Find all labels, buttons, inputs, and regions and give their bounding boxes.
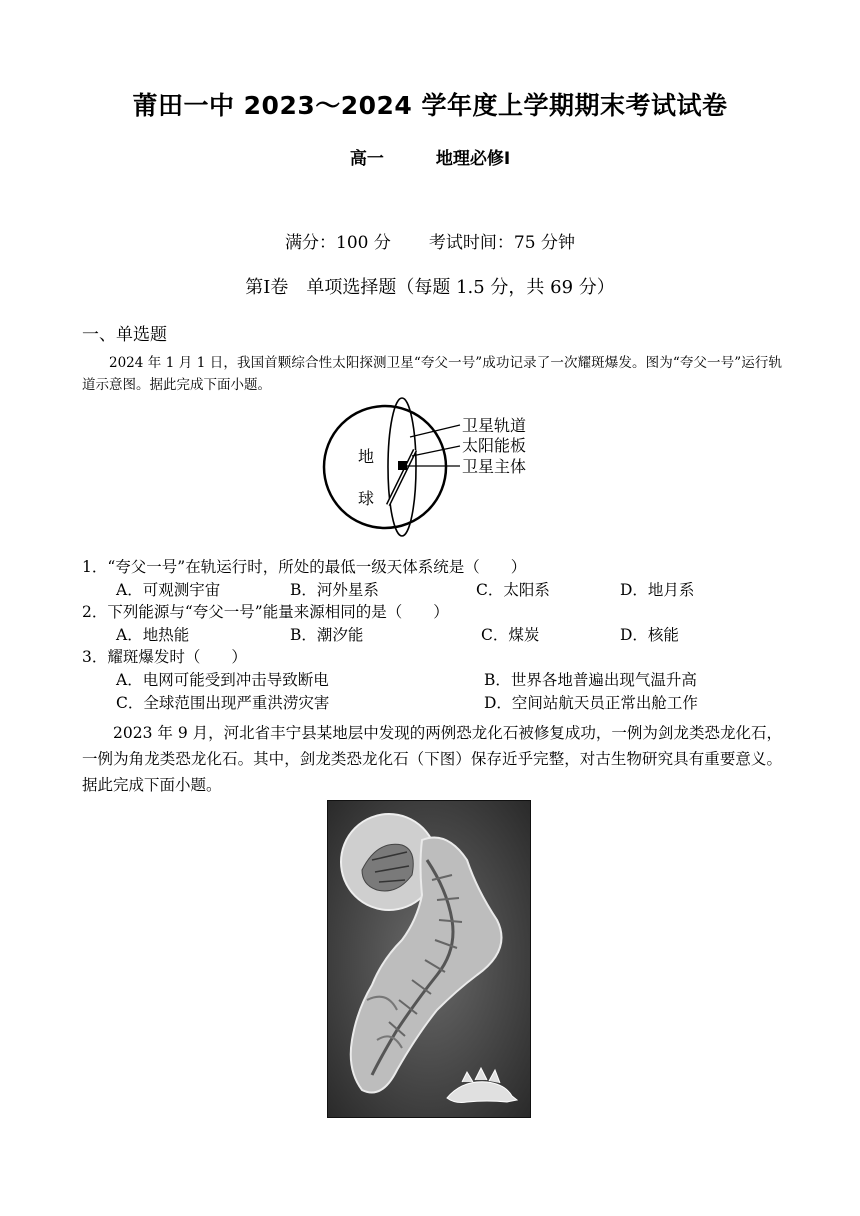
- earth-label-1: 地: [358, 447, 375, 466]
- label-satellite-orbit: 卫星轨道: [462, 416, 527, 435]
- question-1-option-a[interactable]: A．可观测宇宙: [116, 581, 221, 599]
- leader-orbit: [410, 425, 460, 437]
- satellite-body: [398, 461, 407, 470]
- section-title: 第Ⅰ卷 单项选择题（每题 1.5 分，共 69 分）: [245, 277, 615, 298]
- question-2-option-d[interactable]: D．核能: [620, 626, 679, 644]
- question-2-stem: 2．下列能源与“夸父一号”能量来源相同的是（ ）: [82, 603, 449, 621]
- question-3-option-a[interactable]: A．电网可能受到冲击导致断电: [116, 671, 329, 689]
- grade-label: 高一: [349, 149, 384, 169]
- question-2-option-b[interactable]: B．潮汐能: [290, 626, 364, 644]
- question-3-stem: 3．耀斑爆发时（ ）: [82, 648, 247, 666]
- earth-circle: [324, 406, 446, 528]
- question-3-option-b[interactable]: B．世界各地普遍出现气温升高: [484, 671, 697, 689]
- exam-time: 考试时间：75 分钟: [428, 233, 575, 253]
- leader-panel: [412, 446, 460, 456]
- earth-label-2: 球: [358, 489, 375, 508]
- question-1-option-d[interactable]: D．地月系: [620, 581, 695, 599]
- orbit-diagram: [320, 395, 560, 555]
- question-1-option-b[interactable]: B．河外星系: [290, 581, 379, 599]
- question-3-option-d[interactable]: D．空间站航天员正常出舱工作: [484, 694, 698, 712]
- passage-1: [82, 352, 782, 396]
- question-2-option-a[interactable]: A．地热能: [116, 626, 190, 644]
- exam-subtitle: [0, 144, 860, 169]
- question-1-option-c[interactable]: C．太阳系: [476, 581, 550, 599]
- passage-2-text: 2023 年 9 月，河北省丰宁县某地层中发现的两例恐龙化石被修复成功，一例为剑龙类恐龙化石，一例为角龙类恐龙化石。其中，剑龙类恐龙化石（下图）保存近乎完整，对古生物研究具有重要意义。据此完成下面小题。: [82, 724, 782, 794]
- full-score: 满分：100 分: [285, 233, 391, 253]
- passage-1-text: 2024 年 1 月 1 日，我国首颗综合性太阳探测卫星“夸父一号”成功记录了一次耀斑爆发。图为“夸父一号”运行轨道示意图。据此完成下面小题。: [82, 355, 782, 393]
- passage-2: [82, 720, 782, 798]
- question-3-option-c[interactable]: C．全球范围出现严重洪涝灾害: [116, 694, 330, 712]
- section-heading: 一、单选题: [82, 325, 167, 345]
- subject-label: 地理必修Ⅰ: [435, 149, 511, 169]
- exam-title: 莆田一中 2023～2024 学年度上学期期末考试试卷: [132, 91, 728, 120]
- label-solar-panel: 太阳能板: [462, 436, 527, 455]
- label-satellite-body: 卫星主体: [462, 457, 527, 476]
- question-1-stem: 1．“夸父一号”在轨运行时，所处的最低一级天体系统是（ ）: [82, 558, 527, 576]
- question-2-option-c[interactable]: C．煤炭: [481, 626, 540, 644]
- exam-info: [0, 228, 860, 253]
- dinosaur-fossil-photo: [327, 800, 531, 1118]
